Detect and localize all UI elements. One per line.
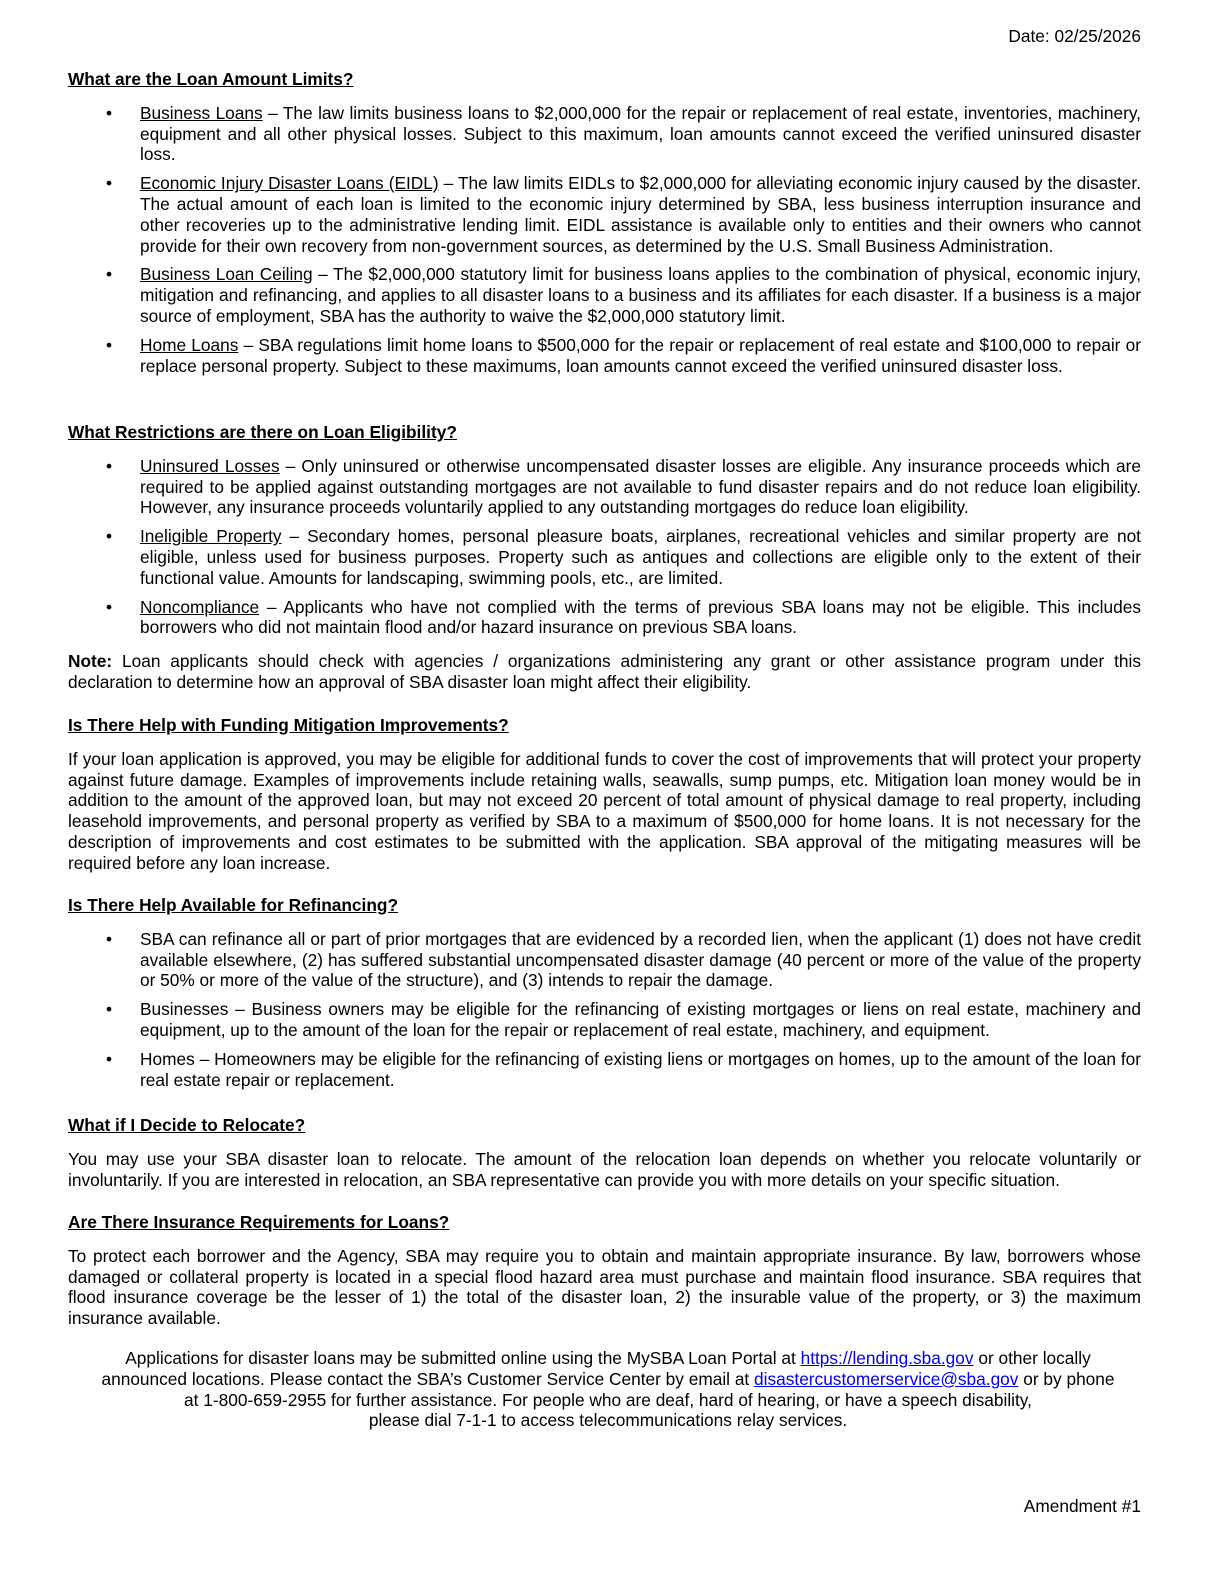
- note-label: Note:: [68, 651, 113, 672]
- list-item: [68, 103, 1141, 165]
- bullet-icon: •: [106, 102, 113, 123]
- section-loan-amount-limits: [68, 69, 1141, 384]
- bullet-icon: •: [106, 928, 113, 949]
- footer-text: please dial 7-1-1 to access telecommunications relay services.: [368, 1410, 848, 1431]
- item-term: Noncompliance: [140, 596, 260, 617]
- section-paragraph: You may use your SBA disaster loan to relocate. The amount of the relocation loan depends on whether you relocate voluntarily or involuntarily. If you are interested in relocation, an SBA representative can provide you with more details on your specific situation.: [68, 1148, 1141, 1190]
- item-text: – The law limits EIDLs to $2,000,000 for alleviating economic injury caused by the disaster. The actual amount of each loan is limited to the economic injury determined by SBA, less business interruption insurance and other recoveries up to the administrative lending limit. EIDL assistance is available only to entities and their owners who cannot provide for their own recovery from non-government sources, as determined by the U.S. Small Business Administration.: [140, 173, 1141, 256]
- section-relocate: [68, 1115, 1141, 1190]
- list-item: [68, 173, 1141, 256]
- list-item: [68, 1049, 1141, 1091]
- item-term: Business Loan Ceiling: [140, 264, 313, 285]
- section-heading: What Restrictions are there on Loan Eligibility?: [68, 422, 457, 442]
- note-text: Loan applicants should check with agencies / organizations administering any grant or other assistance program under this declaration to determine how an approval of SBA disaster loan might affect their eligibility.: [68, 651, 1141, 692]
- item-term: Ineligible Property: [140, 526, 282, 547]
- section-paragraph: If your loan application is approved, you may be eligible for additional funds to cover the cost of improvements that will protect your property against future damage. Examples of improvements include retaining walls, seawalls, sump pumps, etc. Mitigation loan money would be in addition to the amount of the approved loan, but may not exceed 20 percent of total amount of physical damage to real property, including leasehold improvements, and personal property as verified by SBA to a maximum of $500,000 for home loans. It is not necessary for the description of improvements and cost estimates to be submitted with the application. SBA approval of the mitigating measures will be required before any loan increase.: [68, 748, 1141, 873]
- item-text: – Secondary homes, personal pleasure boats, airplanes, recreational vehicles and similar property are not eligible, unless used for business purposes. Property such as antiques and collections are eligible only to the extent of their functional value. Amounts for landscaping, swimming pools, etc., are limited.: [140, 526, 1141, 588]
- item-text: – Applicants who have not complied with the terms of previous SBA loans may not be eligible. This includes borrowers who did not maintain flood and/or hazard insurance on previous SBA loans.: [140, 596, 1141, 638]
- item-text: – The $2,000,000 statutory limit for business loans applies to the combination of physical, economic injury, mitigation and refinancing, and applies to all disaster loans to a business and its affiliates for each disaster. If a business is a major source of employment, SBA has the authority to waive the $2,000,000 statutory limit.: [140, 264, 1141, 326]
- footer-text: or other locally: [973, 1348, 1091, 1368]
- section-insurance: [68, 1212, 1141, 1329]
- bullet-icon: •: [106, 1048, 113, 1069]
- item-term: Uninsured Losses: [140, 455, 280, 476]
- list-item: [68, 929, 1141, 991]
- section-heading: What if I Decide to Relocate?: [68, 1115, 306, 1135]
- list-item: [68, 999, 1141, 1041]
- section-mitigation: [68, 715, 1141, 874]
- section-refinancing: [68, 895, 1141, 1098]
- item-text: Businesses – Business owners may be eligible for the refinancing of existing mortgages or liens on real estate, machinery and equipment, up to the amount of the loan for the repair or replacement of real estate, machinery, and equipment.: [140, 999, 1141, 1040]
- item-text: – SBA regulations limit home loans to $500,000 for the repair or replacement of real estate and $100,000 to repair or replace personal property. Subject to these maximums, loan amounts cannot exceed the verified uninsured disaster loss.: [140, 334, 1142, 376]
- footer-text: announced locations. Please contact the SBA’s Customer Service Center by email at: [101, 1368, 755, 1389]
- item-text: – Only uninsured or otherwise uncompensated disaster losses are eligible. Any insurance proceeds which are required to be applied against outstanding mortgages are not available to fund disaster repairs and do not reduce loan eligibility. However, any insurance proceeds voluntarily applied to any outstanding mortgages do reduce loan eligibility.: [140, 455, 1141, 518]
- item-text: SBA can refinance all or part of prior mortgages that are evidenced by a recorded lien, when the applicant (1) does not have credit available elsewhere, (2) has suffered substantial uncompensated disaster damage (40 percent or more of the value of the property or 50% or more of the value of the structure), and (3) intends to repair the damage.: [140, 928, 1141, 991]
- list-item: [68, 264, 1141, 326]
- item-term: Business Loans: [140, 102, 263, 123]
- list-item: [68, 335, 1141, 377]
- bullet-icon: •: [106, 264, 113, 285]
- footer-text: at 1-800-659-2955 for further assistance. For people who are deaf, hard of hearing, or have a speech disability,: [184, 1389, 1032, 1410]
- loan-portal-link[interactable]: https://lending.sba.gov: [800, 1348, 974, 1368]
- item-term: Home Loans: [140, 334, 239, 355]
- section-heading: Is There Help with Funding Mitigation Improvements?: [68, 715, 509, 735]
- list-item: [68, 597, 1141, 639]
- contact-footer: [0, 1348, 1216, 1431]
- item-text: Homes – Homeowners may be eligible for the refinancing of existing liens or mortgages on homes, up to the amount of the loan for real estate repair or replacement.: [140, 1048, 1141, 1090]
- section-heading: Are There Insurance Requirements for Loans?: [68, 1212, 450, 1232]
- bullet-icon: •: [106, 526, 113, 547]
- bullet-icon: •: [106, 334, 113, 355]
- item-term: Economic Injury Disaster Loans (EIDL): [140, 173, 439, 194]
- bullet-icon: •: [106, 455, 113, 476]
- note-paragraph: [68, 651, 1141, 693]
- bullet-icon: •: [106, 999, 113, 1020]
- list-item: [68, 526, 1141, 588]
- bullet-icon: •: [106, 173, 113, 194]
- footer-text: or by phone: [1018, 1368, 1115, 1389]
- footer-text: Applications for disaster loans may be submitted online using the MySBA Loan Portal at: [125, 1348, 801, 1368]
- section-heading: What are the Loan Amount Limits?: [68, 69, 354, 89]
- document-date: Date: 02/25/2026: [1008, 26, 1141, 46]
- list-item: [68, 456, 1141, 518]
- section-loan-eligibility: [68, 422, 1141, 693]
- section-paragraph: To protect each borrower and the Agency, SBA may require you to obtain and maintain appropriate insurance. By law, borrowers whose damaged or collateral property is located in a special flood hazard area must purchase and maintain flood insurance. SBA requires that flood insurance coverage be the lesser of 1) the total of the disaster loan, 2) the insurable value of the property, or 3) the maximum insurance available.: [68, 1245, 1141, 1329]
- section-heading: Is There Help Available for Refinancing?: [68, 895, 399, 915]
- item-text: – The law limits business loans to $2,000,000 for the repair or replacement of real estate, inventories, machinery, equipment and all other physical losses. Subject to this maximum, loan amounts cannot exceed the verified uninsured disaster loss.: [140, 102, 1141, 165]
- customer-service-email-link[interactable]: disastercustomerservice@sba.gov: [754, 1368, 1019, 1389]
- amendment-label: Amendment #1: [1023, 1496, 1141, 1516]
- bullet-icon: •: [106, 596, 113, 617]
